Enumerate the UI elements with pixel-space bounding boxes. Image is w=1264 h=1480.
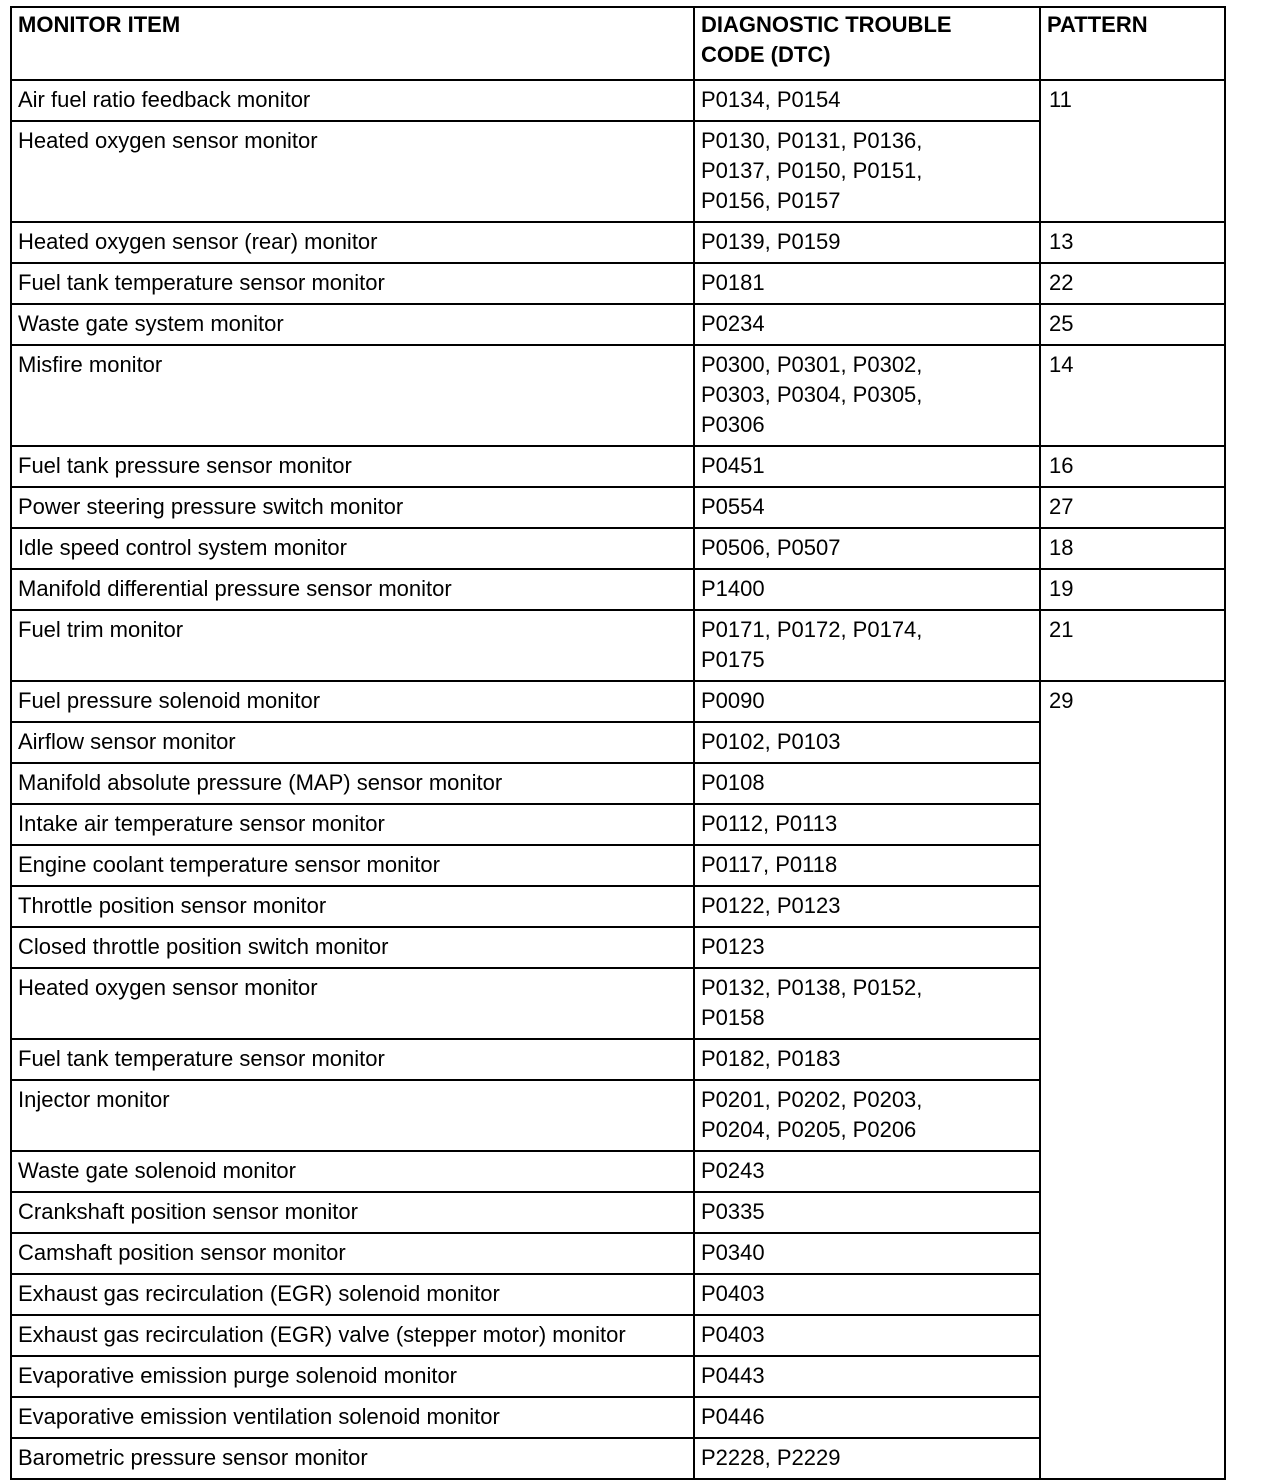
dtc-cell: P0117, P0118 bbox=[694, 845, 1040, 886]
table-header-row bbox=[11, 7, 1225, 80]
table-row bbox=[11, 487, 1225, 528]
monitor-item-cell: Evaporative emission purge solenoid monitor bbox=[11, 1356, 694, 1397]
dtc-cell: P0122, P0123 bbox=[694, 886, 1040, 927]
dtc-cell: P0403 bbox=[694, 1274, 1040, 1315]
dtc-cell: P0181 bbox=[694, 263, 1040, 304]
dtc-cell: P0300, P0301, P0302, P0303, P0304, P0305, P0306 bbox=[694, 345, 1040, 446]
monitor-item-cell: Manifold absolute pressure (MAP) sensor monitor bbox=[11, 763, 694, 804]
pattern-cell: 14 bbox=[1040, 345, 1225, 446]
table-row bbox=[11, 80, 1225, 121]
pattern-cell: 11 bbox=[1040, 80, 1225, 222]
monitor-item-cell: Fuel tank pressure sensor monitor bbox=[11, 446, 694, 487]
monitor-item-cell: Waste gate system monitor bbox=[11, 304, 694, 345]
monitor-item-cell: Barometric pressure sensor monitor bbox=[11, 1438, 694, 1479]
monitor-item-cell: Heated oxygen sensor monitor bbox=[11, 968, 694, 1039]
monitor-item-cell: Camshaft position sensor monitor bbox=[11, 1233, 694, 1274]
dtc-cell: P0443 bbox=[694, 1356, 1040, 1397]
header-pattern: PATTERN bbox=[1040, 7, 1225, 80]
dtc-cell: P0182, P0183 bbox=[694, 1039, 1040, 1080]
dtc-cell: P0132, P0138, P0152, P0158 bbox=[694, 968, 1040, 1039]
pattern-cell: 19 bbox=[1040, 569, 1225, 610]
header-monitor-item: MONITOR ITEM bbox=[11, 7, 694, 80]
dtc-cell: P0403 bbox=[694, 1315, 1040, 1356]
table-row bbox=[11, 610, 1225, 681]
table-row bbox=[11, 345, 1225, 446]
dtc-cell: P0171, P0172, P0174, P0175 bbox=[694, 610, 1040, 681]
pattern-cell: 21 bbox=[1040, 610, 1225, 681]
monitor-item-cell: Exhaust gas recirculation (EGR) solenoid monitor bbox=[11, 1274, 694, 1315]
pattern-cell: 22 bbox=[1040, 263, 1225, 304]
dtc-cell: P0090 bbox=[694, 681, 1040, 722]
dtc-cell: P0108 bbox=[694, 763, 1040, 804]
dtc-cell: P0335 bbox=[694, 1192, 1040, 1233]
monitor-item-cell: Idle speed control system monitor bbox=[11, 528, 694, 569]
pattern-cell: 16 bbox=[1040, 446, 1225, 487]
dtc-cell: P0554 bbox=[694, 487, 1040, 528]
monitor-item-cell: Exhaust gas recirculation (EGR) valve (stepper motor) monitor bbox=[11, 1315, 694, 1356]
pattern-cell: 29 bbox=[1040, 681, 1225, 1479]
monitor-item-cell: Power steering pressure switch monitor bbox=[11, 487, 694, 528]
table-row bbox=[11, 569, 1225, 610]
dtc-cell: P0201, P0202, P0203, P0204, P0205, P0206 bbox=[694, 1080, 1040, 1151]
table-row bbox=[11, 446, 1225, 487]
monitor-item-cell: Intake air temperature sensor monitor bbox=[11, 804, 694, 845]
table-row bbox=[11, 304, 1225, 345]
dtc-cell: P0340 bbox=[694, 1233, 1040, 1274]
monitor-item-cell: Heated oxygen sensor monitor bbox=[11, 121, 694, 222]
table-row bbox=[11, 528, 1225, 569]
monitor-item-cell: Airflow sensor monitor bbox=[11, 722, 694, 763]
monitor-item-cell: Fuel tank temperature sensor monitor bbox=[11, 1039, 694, 1080]
dtc-cell: P0446 bbox=[694, 1397, 1040, 1438]
dtc-table bbox=[10, 6, 1226, 1480]
dtc-cell: P0102, P0103 bbox=[694, 722, 1040, 763]
monitor-item-cell: Fuel tank temperature sensor monitor bbox=[11, 263, 694, 304]
dtc-table-sheet bbox=[10, 6, 1224, 1480]
monitor-item-cell: Misfire monitor bbox=[11, 345, 694, 446]
monitor-item-cell: Air fuel ratio feedback monitor bbox=[11, 80, 694, 121]
dtc-cell: P2228, P2229 bbox=[694, 1438, 1040, 1479]
monitor-item-cell: Fuel trim monitor bbox=[11, 610, 694, 681]
monitor-item-cell: Crankshaft position sensor monitor bbox=[11, 1192, 694, 1233]
table-row bbox=[11, 681, 1225, 722]
table-row bbox=[11, 263, 1225, 304]
table-row bbox=[11, 222, 1225, 263]
dtc-cell: P0130, P0131, P0136, P0137, P0150, P0151, P0156, P0157 bbox=[694, 121, 1040, 222]
monitor-item-cell: Manifold differential pressure sensor monitor bbox=[11, 569, 694, 610]
monitor-item-cell: Engine coolant temperature sensor monitor bbox=[11, 845, 694, 886]
pattern-cell: 27 bbox=[1040, 487, 1225, 528]
monitor-item-cell: Closed throttle position switch monitor bbox=[11, 927, 694, 968]
header-dtc: DIAGNOSTIC TROUBLE CODE (DTC) bbox=[694, 7, 1040, 80]
monitor-item-cell: Heated oxygen sensor (rear) monitor bbox=[11, 222, 694, 263]
dtc-cell: P0112, P0113 bbox=[694, 804, 1040, 845]
monitor-item-cell: Waste gate solenoid monitor bbox=[11, 1151, 694, 1192]
dtc-cell: P0139, P0159 bbox=[694, 222, 1040, 263]
dtc-cell: P0506, P0507 bbox=[694, 528, 1040, 569]
dtc-cell: P1400 bbox=[694, 569, 1040, 610]
pattern-cell: 25 bbox=[1040, 304, 1225, 345]
dtc-cell: P0451 bbox=[694, 446, 1040, 487]
monitor-item-cell: Injector monitor bbox=[11, 1080, 694, 1151]
dtc-cell: P0234 bbox=[694, 304, 1040, 345]
monitor-item-cell: Throttle position sensor monitor bbox=[11, 886, 694, 927]
dtc-cell: P0243 bbox=[694, 1151, 1040, 1192]
monitor-item-cell: Fuel pressure solenoid monitor bbox=[11, 681, 694, 722]
dtc-cell: P0123 bbox=[694, 927, 1040, 968]
monitor-item-cell: Evaporative emission ventilation solenoid monitor bbox=[11, 1397, 694, 1438]
pattern-cell: 18 bbox=[1040, 528, 1225, 569]
dtc-cell: P0134, P0154 bbox=[694, 80, 1040, 121]
pattern-cell: 13 bbox=[1040, 222, 1225, 263]
